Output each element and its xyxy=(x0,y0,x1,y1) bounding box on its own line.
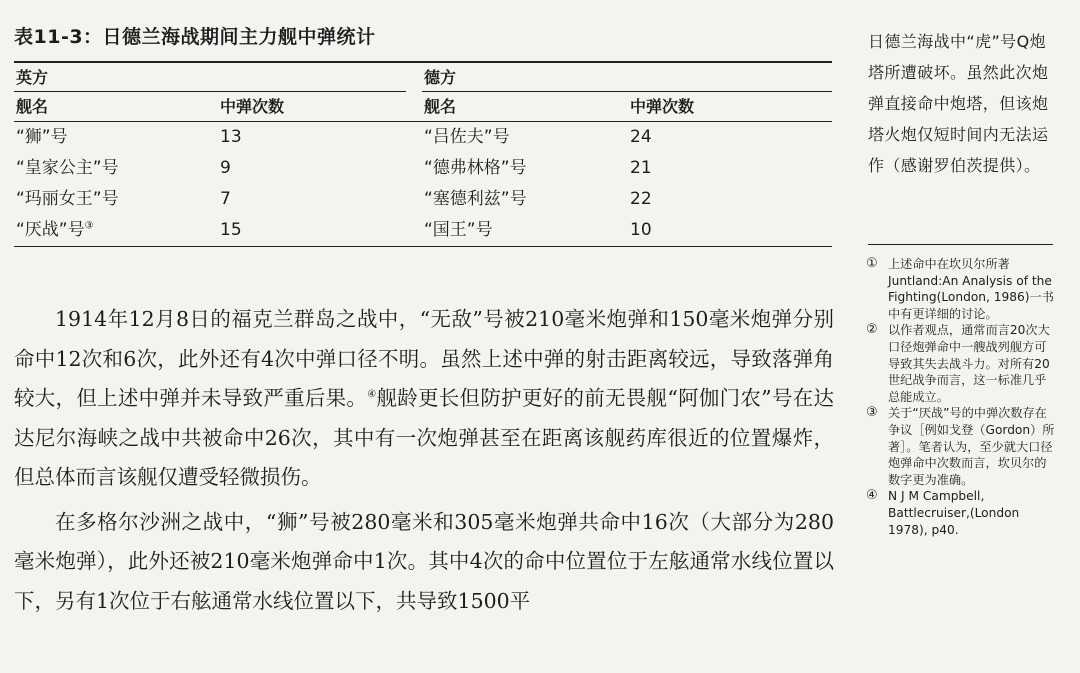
paragraph: 1914年12月8日的福克兰群岛之战中，“无敌”号被210毫米炮弹和150毫米炮弹分别命中12次和6次，此外还有4次中弹口径不明。虽然上述中弹的射击距离较远，导致落弹角较大，但上述中弹并未导致严重后果。④舰龄更长但防护更好的前无畏舰“阿伽门农”号在达达尼尔海峡之战中共被命中26次，其中有一次炮弹甚至在距离该舰药库很近的位置爆炸，但总体而言该舰仅遭受轻微损伤。 xyxy=(14,307,834,489)
table-title: 表11-3：日德兰海战期间主力舰中弹统计 xyxy=(14,26,376,48)
footnote xyxy=(866,256,1056,322)
col-header-hits-uk: 中弹次数 xyxy=(220,97,285,116)
col-header-ship-de: 舰名 xyxy=(424,97,457,116)
table-row xyxy=(14,215,832,246)
uk-hits: 7 xyxy=(220,189,231,209)
uk-ship-name: “皇家公主”号 xyxy=(16,158,119,178)
footnote xyxy=(866,322,1056,405)
uk-hits: 15 xyxy=(220,220,242,240)
paragraph: 在多格尔沙洲之战中，“狮”号被280毫米和305毫米炮弹共命中16次（大部分为280毫米炮弹），此外还被210毫米炮弹命中1次。其中4次的命中位置位于左舷通常水线位置以下，另有1次位于右舷通常水线位置以下，共导致1500平 xyxy=(14,509,834,613)
footnotes xyxy=(866,256,1056,538)
footnote-mark: ④ xyxy=(866,488,878,504)
table-row xyxy=(14,122,832,153)
de-hits: 24 xyxy=(630,127,652,147)
footnote-text: N J M Campbell, Battlecruiser,(London 1978), p40. xyxy=(888,489,1020,537)
col-header-ship-uk: 舰名 xyxy=(16,97,49,116)
footnote-text: 关于“厌战”号的中弹次数存在争议［例如戈登（Gordon）所著］。笔者认为，至少就大口径炮弹命中次数而言，坎贝尔的数字更为准确。 xyxy=(888,406,1055,487)
uk-ship-name: “厌战”号③ xyxy=(16,220,94,240)
de-ship-name: “塞德利兹”号 xyxy=(424,189,527,209)
group-german: 德方 xyxy=(424,68,457,87)
footnote-divider xyxy=(868,244,1053,245)
footnote-ref: ③ xyxy=(84,220,94,232)
col-header-hits-de: 中弹次数 xyxy=(630,97,695,116)
table-bottom-rule xyxy=(14,246,832,247)
footnote-mark: ① xyxy=(866,256,878,271)
footnote-mark: ② xyxy=(866,322,878,338)
footnote-mark: ③ xyxy=(866,405,878,421)
uk-hits: 9 xyxy=(220,158,231,178)
footnote-text: 以作者观点，通常而言20次大口径炮弹命中一艘战列舰方可导致其失去战斗力。对所有20世纪战争而言，这一标准几乎总能成立。 xyxy=(888,323,1050,404)
de-ship-name: “德弗林格”号 xyxy=(424,158,527,178)
figure-caption: 日德兰海战中“虎”号Q炮塔所遭破坏。虽然此次炮弹直接命中炮塔，但该炮塔火炮仅短时间内无法运作（感谢罗伯茨提供）。 xyxy=(868,32,1049,175)
de-ship-name: “吕佐夫”号 xyxy=(424,127,510,147)
uk-ship-name: “玛丽女王”号 xyxy=(16,189,119,209)
hits-table xyxy=(14,22,832,247)
footnote xyxy=(866,405,1056,488)
footnote-text: 上述命中在坎贝尔所著Juntland:An Analysis of the Fighting(London, 1986)一书中有更详细的讨论。 xyxy=(888,257,1054,321)
de-ship-name: “国王”号 xyxy=(424,220,493,240)
table-group-header xyxy=(14,63,832,92)
de-hits: 21 xyxy=(630,158,652,178)
de-hits: 10 xyxy=(630,220,652,240)
table-column-header xyxy=(14,92,832,121)
table-row xyxy=(14,153,832,184)
uk-ship-name: “狮”号 xyxy=(16,127,68,147)
de-hits: 22 xyxy=(630,189,652,209)
table-row xyxy=(14,184,832,215)
body-text xyxy=(14,300,834,621)
group-british: 英方 xyxy=(16,68,49,87)
footnote xyxy=(866,488,1056,538)
footnote-ref: ④ xyxy=(367,389,377,401)
uk-hits: 13 xyxy=(220,127,242,147)
